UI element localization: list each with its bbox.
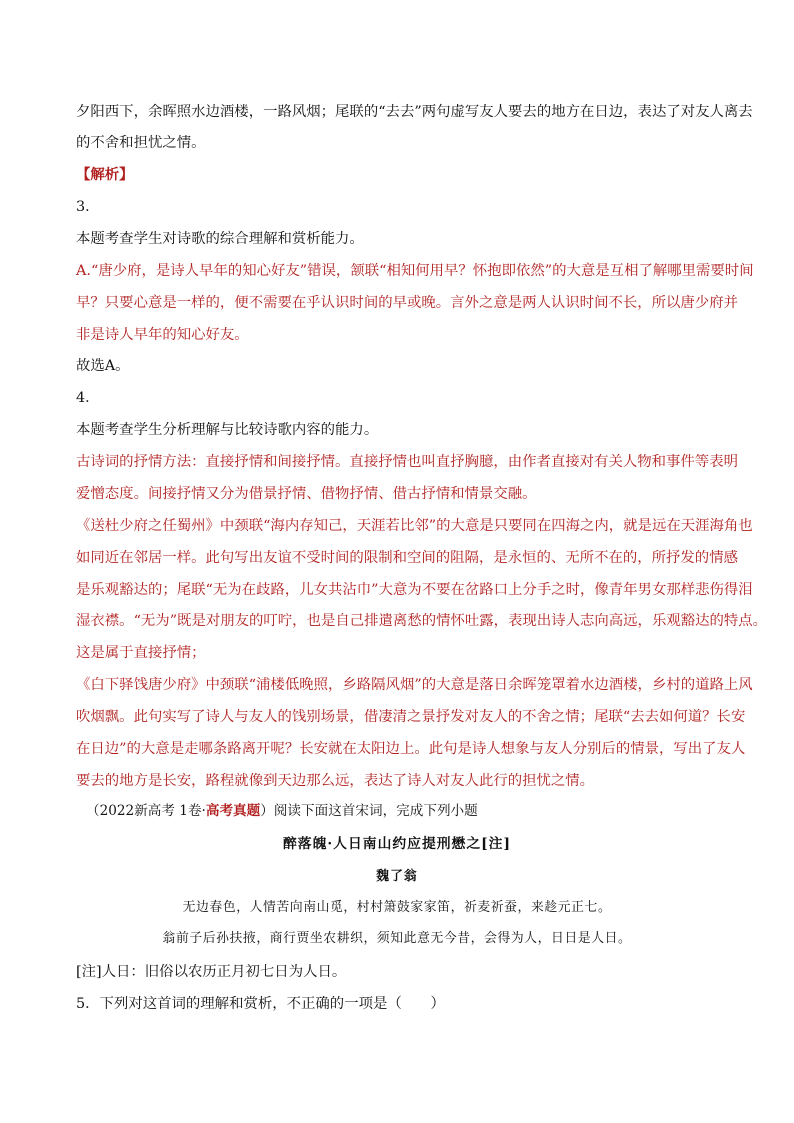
analysis-line: 如同近在邻居一样。此句写出友谊不受时间的限制和空间的阻隔，是永恒的、无所不在的，所抒发的情感: [76, 550, 738, 566]
exam-intro-prefix: （2022新高考 1卷·: [86, 803, 206, 819]
poem-line: 翁前子后孙扶掖，商行贾坐农耕织，须知此意无今昔，会得为人，日日是人日。: [162, 931, 632, 946]
analysis-line: A.“唐少府，是诗人早年的知心好友”错误，颔联“相知何用早？怀抱即依然”的大意是互相了解哪里需要时间: [76, 263, 754, 279]
question-intro: 本题考查学生分析理解与比较诗歌内容的能力。: [76, 422, 379, 438]
analysis-line: 在日边”的大意是走哪条路离开呢？长安就在太阳边上。此句是诗人想象与友人分别后的情景，写出了友人: [76, 741, 746, 757]
analysis-label: 【解析】: [76, 166, 134, 183]
analysis-line: 早？只要心意是一样的，便不需要在乎认识时间的早或晚。言外之意是两人认识时间不长，所以唐少府并: [76, 295, 738, 311]
poem-author: 魏了翁: [376, 869, 418, 884]
question-number: 4．: [76, 390, 100, 406]
question-number: 3．: [76, 199, 100, 215]
answer-text-line: 夕阳西下，余晖照水边酒楼，一路风烟；尾联的“去去”两句虚写友人要去的地方在日边，表达了对友人离去: [76, 104, 753, 120]
exam-source-tag: 高考真题: [205, 803, 261, 819]
answer-text-line: 的不舍和担忧之情。: [76, 135, 206, 151]
analysis-line: 这是属于直接抒情；: [76, 645, 206, 661]
analysis-line: 古诗词的抒情方法：直接抒情和间接抒情。直接抒情也叫直抒胸臆，由作者直接对有关人物和事件等表明: [76, 454, 738, 470]
analysis-line: 爱憎态度。间接抒情又分为借景抒情、借物抒情、借古抒情和情景交融。: [76, 486, 537, 502]
exam-intro-suffix: ）阅读下面这首宋词，完成下列小题: [260, 803, 478, 819]
analysis-line: 《送杜少府之任蜀州》中颈联“海内存知己，天涯若比邻”的大意是只要同在四海之内，就是远在天涯海角也: [76, 518, 753, 534]
exam-intro: [86, 801, 478, 821]
analysis-line: 吹烟飘。此句实写了诗人与友人的饯别场景，借凄清之景抒发对友人的不舍之情；尾联“去去如何道？长安: [76, 709, 746, 725]
analysis-line: 非是诗人早年的知心好友。: [76, 327, 249, 343]
poem-title: 醉落魄·人日南山约应提刑懋之[注]: [282, 836, 511, 852]
analysis-line: 要去的地方是长安，路程就像到天边那么远，表达了诗人对友人此行的担忧之情。: [76, 773, 595, 789]
question-5: 5．下列对这首词的理解和赏析，不正确的一项是（ ）: [76, 996, 445, 1012]
analysis-line: 湿衣襟。“无为”既是对朋友的叮咛，也是自己排遣离愁的情怀吐露，表现出诗人志向高远，乐观豁达的特点。: [76, 613, 768, 629]
analysis-line: 《白下驿饯唐少府》中颈联“浦楼低晚照，乡路隔风烟”的大意是落日余晖笼罩着水边酒楼，乡村的道路上风: [76, 677, 753, 693]
analysis-line: 是乐观豁达的；尾联“无为在歧路，儿女共沾巾”大意为不要在岔路口上分手之时，像青年男女那样悲伤得泪: [76, 582, 753, 598]
question-intro: 本题考查学生对诗歌的综合理解和赏析能力。: [76, 231, 364, 247]
answer-line: 故选A。: [76, 358, 130, 374]
poem-line: 无边春色，人情苦向南山觅，村村箫鼓家家笛，祈麦祈蚕，来趁元正七。: [182, 900, 612, 915]
annotation-note: [注]人日：旧俗以农历正月初七日为人日。: [76, 964, 347, 980]
